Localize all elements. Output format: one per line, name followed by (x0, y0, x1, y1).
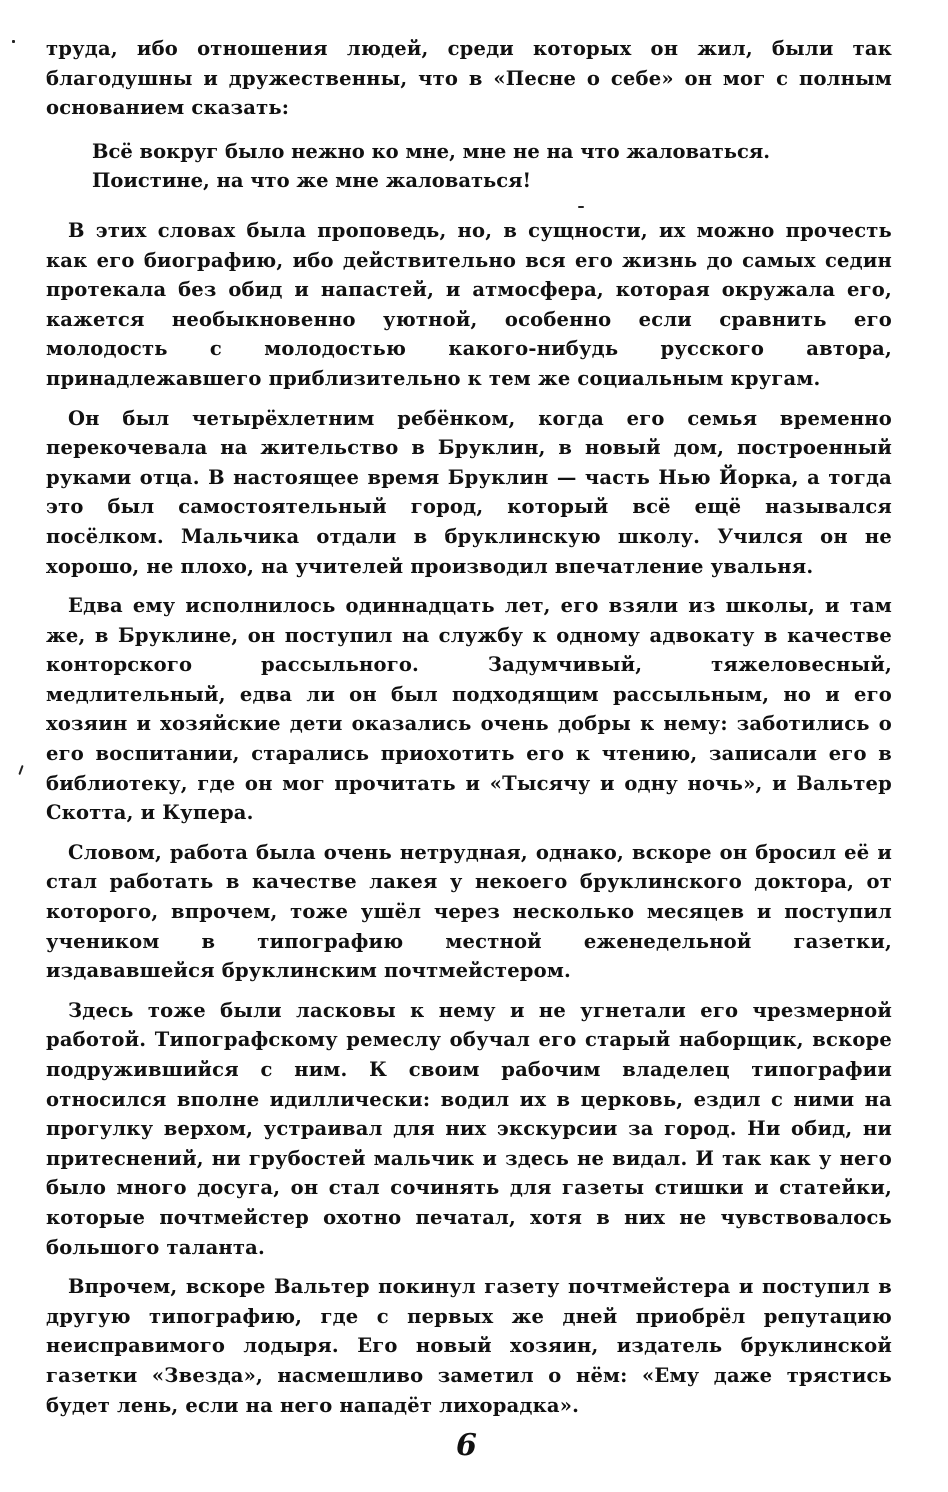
scan-speck (18, 765, 23, 775)
scan-speck (578, 206, 584, 208)
page-number: 6 (456, 1428, 477, 1463)
scan-speck (12, 40, 15, 43)
paragraph-brooklyn: Он был четырёхлетним ребёнком, когда его семья временно перекочевала на жительство в Бруклин, в новый дом, построенный руками отца. В настоящее время Бруклин — часть Нью Йорка, а тогда это был самостоятельный город, который всё ещё назывался посёлком. Мальчика отдали в бруклинскую школу. Учился он не хорошо, не плохо, на учителей производил впечатление увальня. (46, 406, 892, 578)
paragraph-printshop: Словом, работа была очень нетрудная, однако, вскоре он бросил её и стал работать в качестве лакея у некоего бруклинского доктора, от которого, впрочем, тоже ушёл через несколько месяцев и поступил учеником в типографию местной еженедельной газетки, издававшейся бруклинским почтмейстером. (46, 840, 892, 983)
paragraph-sermon: В этих словах была проповедь, но, в сущности, их можно прочесть как его биографию, ибо действительно вся его жизнь до самых седин протекала без обид и напастей, и атмосфера, которая окружала его, кажется необыкновенно уютной, особенно если сравнить его молодость с молодостью какого-нибудь русского автора, принадлежавшего приблизительно к тем же социальным кругам. (46, 218, 892, 390)
quote-line-1: Всё вокруг было нежно ко мне, мне не на что жаловаться. (92, 139, 771, 163)
quote-line-2: Поистине, на что же мне жаловаться! (92, 169, 532, 193)
poem-quote (92, 137, 892, 196)
paragraph-lawyer: Едва ему исполнилось одиннадцать лет, его взяли из школы, и там же, в Бруклине, он поступил на службу к одному адвокату в качестве конторского рассыльного. Задумчивый, тяжеловесный, медлительный, едва ли он был подходящим рассыльным, но и его хозяин и хозяйские дети оказались очень добры к нему: заботились о его воспитании, старались приохотить его к чтению, записали его в библиотеку, где он мог прочитать и «Тысячу и одну ночь», и Вальтер Скотта, и Купера. (46, 594, 892, 825)
paragraph-intro: труда, ибо отношения людей, среди которых он жил, были так благодушны и дружественны, что в «Песне о себе» он мог с полным основанием сказать: (46, 37, 892, 120)
paragraph-typesetter: Здесь тоже были ласковы к нему и не угнетали его чрезмерной работой. Типографскому ремеслу обучал его старый наборщик, вскоре подружившийся с ним. К своим рабочим владелец типографии относился вполне идиллически: водил их в церковь, ездил с ними на прогулку верхом, устраивал для них экскурсии за город. Ни обид, ни притеснений, ни грубостей мальчик и здесь не видал. И так как у него было много досуга, он стал сочинять для газеты стишки и статейки, которые почтмейстер охотно печатал, хотя в них не чувствовалось большого таланта. (46, 998, 892, 1259)
paragraph-star: Впрочем, вскоре Вальтер покинул газету почтмейстера и поступил в другую типографию, где с первых же дней приобрёл репутацию неисправимого лодыря. Его новый хозяин, издатель бруклинской газетки «Звезда», насмешливо заметил о нём: «Ему даже трястись будет лень, если на него нападёт лихорадка». (46, 1275, 892, 1417)
document-page (46, 34, 892, 1430)
